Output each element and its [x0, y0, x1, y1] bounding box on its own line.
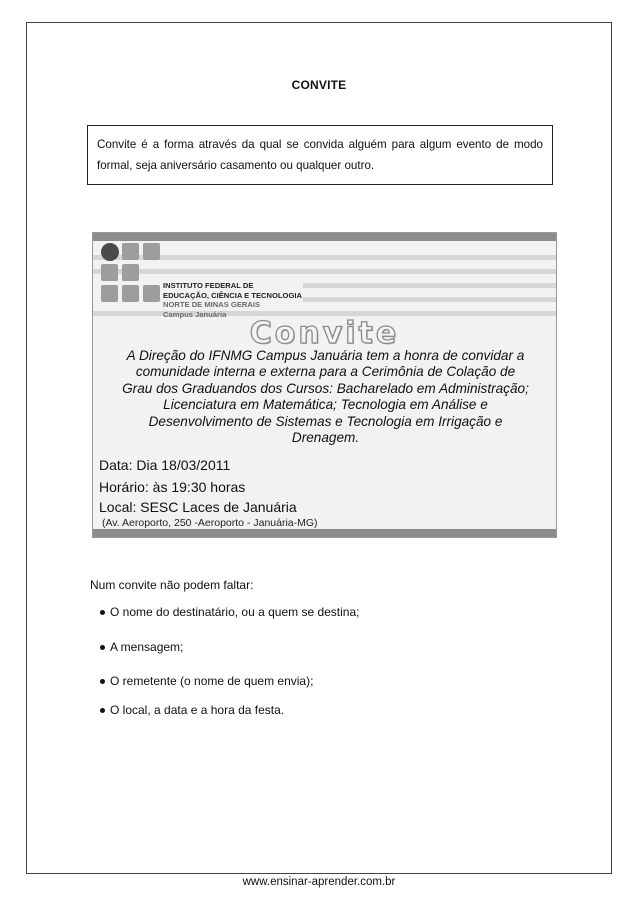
bullet-icon: [100, 610, 105, 615]
bullet-icon: [100, 679, 105, 684]
message-line: Grau dos Graduandos dos Cursos: Bacharelado em Administração;: [122, 380, 529, 396]
list-item-text: O nome do destinatário, ou a quem se destina;: [110, 605, 360, 619]
card-stripe: [303, 283, 557, 288]
list-intro: Num convite não podem faltar:: [90, 578, 254, 592]
card-heading: Convite: [249, 316, 400, 351]
card-address: (Av. Aeroporto, 250 -Aeroporto - Januária-MG): [102, 517, 318, 529]
logo-square: [101, 264, 118, 281]
institution-name: [163, 281, 302, 319]
list-item-text: O local, a data e a hora da festa.: [110, 703, 285, 717]
institution-logo: [101, 243, 163, 305]
logo-square: [122, 264, 139, 281]
card-place: Local: SESC Laces de Januária: [99, 499, 297, 515]
logo-square: [143, 243, 160, 260]
message-line: Licenciatura em Matemática; Tecnologia em Análise e: [163, 397, 488, 413]
institution-line: NORTE DE MINAS GERAIS: [163, 300, 261, 310]
message-line: A Direção do IFNMG Campus Januária tem a honra de convidar a: [126, 348, 525, 363]
logo-square: [143, 285, 160, 302]
list-item: [110, 674, 313, 688]
institution-line: EDUCAÇÃO, CIÊNCIA E TECNOLOGIA: [163, 290, 302, 300]
definition-box: Convite é a forma através da qual se convida alguém para algum evento de modo formal, seja aniversário casamento ou qualquer outro.: [87, 125, 553, 185]
logo-circle: [101, 243, 119, 261]
list-item: [110, 605, 360, 619]
list-item: [110, 640, 183, 654]
message-line: comunidade interna e externa para a Cerimônia de Colação de: [135, 364, 516, 380]
card-stripe: [303, 297, 557, 302]
card-top-band: [93, 233, 556, 241]
institution-line: Campus Januária: [163, 309, 227, 319]
list-item-text: A mensagem;: [110, 640, 184, 654]
list-item-text: O remetente (o nome de quem envia);: [110, 674, 314, 688]
bullet-icon: [100, 708, 105, 713]
list-item: [110, 703, 284, 717]
logo-square: [101, 285, 118, 302]
card-message: [95, 348, 556, 446]
invitation-card: [92, 232, 557, 538]
logo-square: [122, 243, 139, 260]
message-line: Drenagem.: [291, 430, 360, 446]
logo-square: [122, 285, 139, 302]
footer-url: www.ensinar-aprender.com.br: [242, 876, 396, 888]
card-bottom-band: [93, 529, 556, 537]
message-line: Desenvolvimento de Sistemas e Tecnologia em Irrigação e: [148, 413, 503, 429]
card-time: Horário: às 19:30 horas: [99, 479, 246, 495]
bullet-icon: [100, 645, 105, 650]
page-title: CONVITE: [291, 78, 347, 92]
card-date: Data: Dia 18/03/2011: [99, 457, 231, 473]
institution-line: INSTITUTO FEDERAL DE: [163, 281, 254, 290]
